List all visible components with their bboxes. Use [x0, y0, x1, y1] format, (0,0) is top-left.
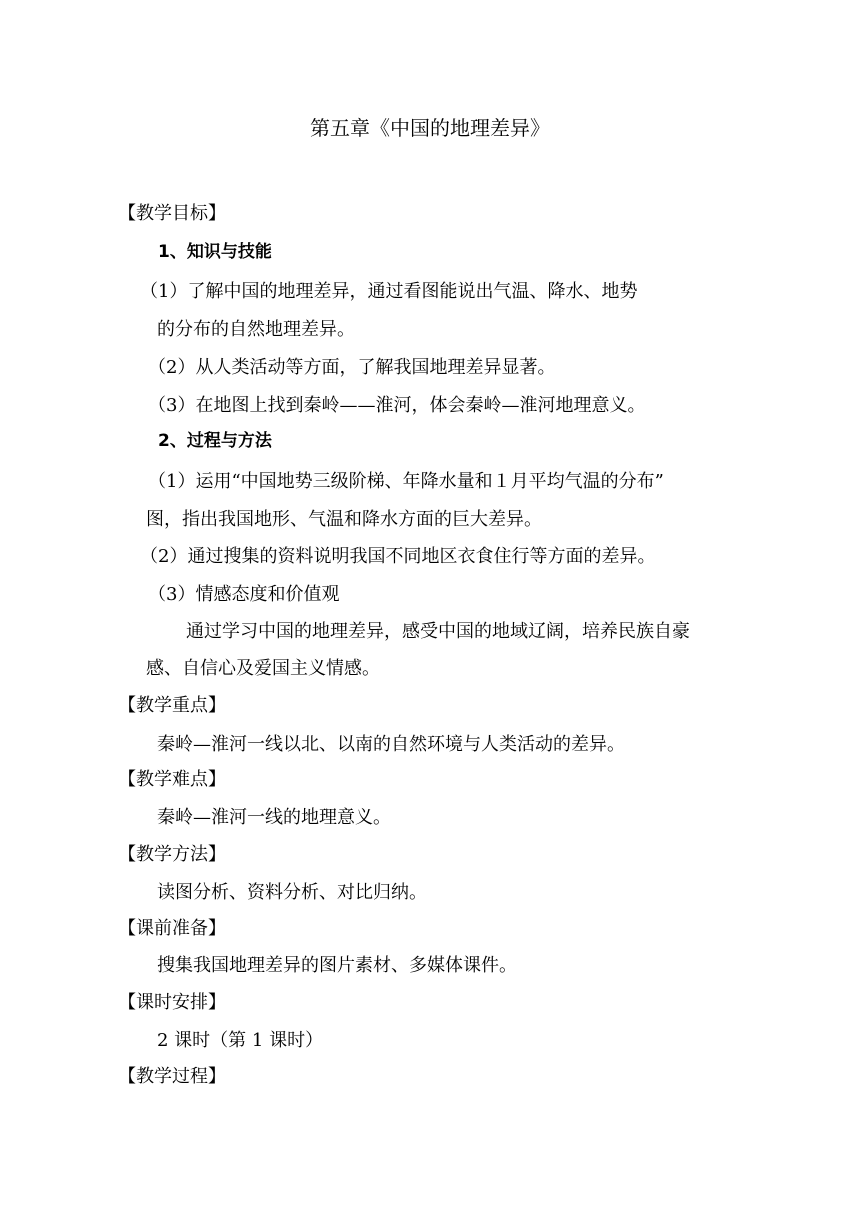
section-header-objectives: 【教学目标】	[118, 203, 226, 224]
preparation-text: 搜集我国地理差异的图片素材、多媒体课件。	[157, 955, 517, 976]
knowledge-item-1-cont: 的分布的自然地理差异。	[157, 319, 355, 340]
process-item-3: （3）情感态度和价值观	[148, 584, 340, 605]
section-header-methods: 【教学方法】	[118, 844, 226, 865]
difficulties-text: 秦岭—淮河一线的地理意义。	[157, 807, 391, 828]
knowledge-item-1: （1）了解中国的地理差异，通过看图能说出气温、降水、地势	[140, 281, 638, 302]
knowledge-item-3: （3）在地图上找到秦岭——淮河，体会秦岭—淮河地理意义。	[148, 395, 646, 416]
key-points-text: 秦岭—淮河一线以北、以南的自然环境与人类活动的差异。	[157, 734, 625, 755]
attitude-text-cont: 感、自信心及爱国主义情感。	[146, 658, 380, 679]
knowledge-item-2: （2）从人类活动等方面，了解我国地理差异显著。	[148, 357, 556, 378]
section-header-key-points: 【教学重点】	[118, 695, 226, 716]
section-header-process: 【教学过程】	[118, 1066, 226, 1087]
section-header-schedule: 【课时安排】	[118, 992, 226, 1013]
document-title: 第五章《中国的地理差异》	[310, 116, 550, 140]
section-header-difficulties: 【教学难点】	[118, 769, 226, 790]
section-header-preparation: 【课前准备】	[118, 918, 226, 939]
process-item-1: （1）运用“中国地势三级阶梯、年降水量和１月平均气温的分布”	[148, 471, 664, 492]
subheading-process: 2、过程与方法	[158, 431, 272, 451]
schedule-text: 2 课时（第 1 课时）	[157, 1030, 324, 1051]
methods-text: 读图分析、资料分析、对比归纳。	[157, 882, 427, 903]
attitude-text: 通过学习中国的地理差异，感受中国的地域辽阔，培养民族自豪	[186, 621, 690, 642]
process-item-1-cont: 图，指出我国地形、气温和降水方面的巨大差异。	[146, 509, 542, 530]
process-item-2: （2）通过搜集的资料说明我国不同地区衣食住行等方面的差异。	[140, 546, 656, 567]
subheading-knowledge: 1、知识与技能	[158, 242, 272, 262]
